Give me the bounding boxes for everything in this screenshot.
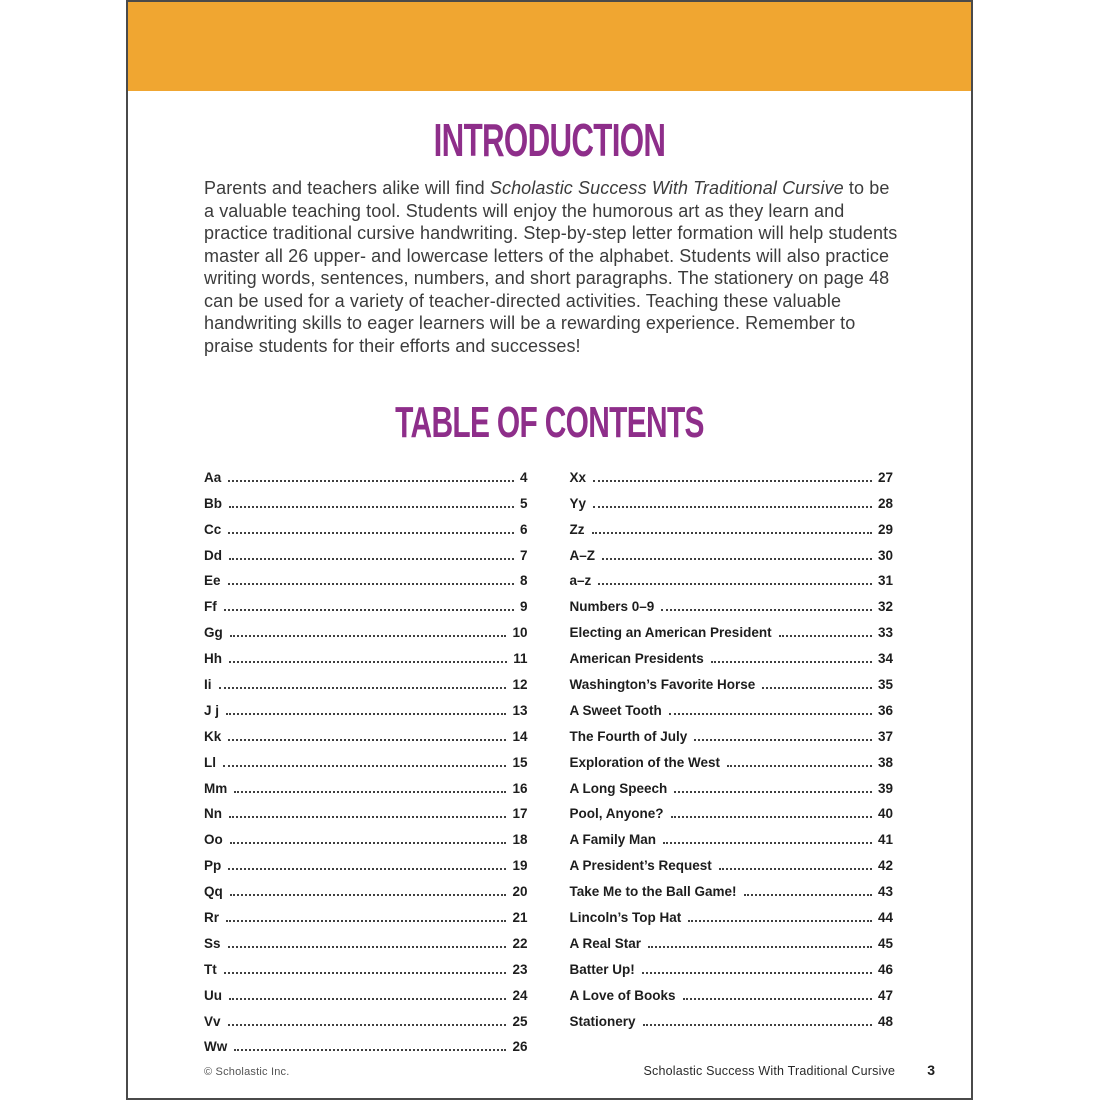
- toc-entry: [570, 873, 894, 899]
- toc-dot-leader: [694, 739, 872, 741]
- toc-dot-leader: [669, 713, 872, 715]
- toc-dot-leader: [688, 920, 872, 922]
- toc-entry: [570, 666, 894, 692]
- toc-entry-label: a–z: [569, 573, 592, 589]
- toc-entry: [204, 821, 528, 847]
- toc-entry-page: 13: [512, 702, 528, 718]
- toc-entry: [204, 692, 528, 718]
- toc-entry-page: 20: [512, 884, 528, 900]
- toc-dot-leader: [230, 894, 507, 896]
- toc-entry-page: 36: [877, 702, 893, 718]
- toc-entry-page: 25: [512, 1013, 528, 1029]
- toc-entry-page: 8: [519, 573, 528, 589]
- header-color-bar: [128, 2, 971, 91]
- toc-entry-page: 5: [519, 495, 528, 511]
- toc-entry: [204, 588, 528, 614]
- toc-entry-label: Ee: [204, 573, 221, 589]
- toc-entry-page: 27: [877, 469, 893, 485]
- toc-entry-label: Uu: [204, 987, 222, 1003]
- toc-entry-page: 15: [512, 754, 528, 770]
- toc-entry-page: 28: [877, 495, 893, 511]
- toc-entry-label: Pp: [204, 858, 222, 874]
- toc-dot-leader: [226, 920, 506, 922]
- footer-page-number: 3: [927, 1062, 935, 1078]
- toc-entry-label: Ll: [204, 754, 216, 770]
- toc-entry-page: 35: [877, 677, 893, 693]
- toc-entry-label: Oo: [204, 832, 223, 848]
- toc-entry: [204, 951, 528, 977]
- copyright-text: © Scholastic Inc.: [204, 1066, 290, 1078]
- toc-entry-label: Stationery: [569, 1013, 636, 1029]
- toc-entry-label: Nn: [204, 806, 222, 822]
- toc-dot-leader: [219, 687, 507, 689]
- toc-entry-page: 24: [512, 987, 528, 1003]
- toc-entry: [570, 977, 894, 1003]
- toc-dot-leader: [234, 1049, 506, 1051]
- toc-dot-leader: [229, 816, 506, 818]
- book-page: [126, 0, 973, 1100]
- toc-entry-page: 45: [877, 935, 893, 951]
- toc-entry-page: 7: [519, 547, 528, 563]
- toc-entry-label: Qq: [204, 884, 223, 900]
- toc-entry-label: Zz: [569, 521, 585, 537]
- toc-dot-leader: [663, 842, 872, 844]
- toc-entry-page: 11: [513, 651, 528, 667]
- toc-entry-label: J j: [204, 702, 220, 718]
- toc-entry-label: Exploration of the West: [569, 754, 721, 770]
- toc-entry: [570, 511, 894, 537]
- toc-entry: [204, 563, 528, 589]
- toc-entry: [570, 485, 894, 511]
- intro-text-after-italic: to be a valuable teaching tool. Students will enjoy the humorous art as they learn and practice traditional cursive handwriting. Step-by-step letter formation will help students master all 26 upper- and lowercase letters of the alphabet. Students will also practice writing words, sentences, numbers, and short paragraphs. The stationery on page 48 can be used for a variety of teacher-directed activities. Teaching these valuable handwriting skills to eager learners will be a rewarding experience. Remember to praise students for their efforts and successes!: [204, 178, 898, 356]
- toc-entry-page: 23: [512, 961, 528, 977]
- toc-entry-page: 14: [512, 728, 528, 744]
- toc-entry-label: Cc: [204, 521, 222, 537]
- toc-dot-leader: [671, 816, 872, 818]
- toc-entry-label: Tt: [204, 961, 217, 977]
- toc-entry-label: American Presidents: [569, 651, 704, 667]
- toc-entry: [204, 744, 528, 770]
- toc-entry-page: 33: [877, 625, 893, 641]
- toc-dot-leader: [230, 635, 507, 637]
- toc-entry: [204, 925, 528, 951]
- toc-dot-leader: [229, 558, 514, 560]
- toc-right-column: [570, 459, 894, 1054]
- toc-entry-label: A–Z: [569, 547, 596, 563]
- toc-entry: [570, 1003, 894, 1029]
- toc-dot-leader: [602, 558, 872, 560]
- toc-entry-page: 26: [512, 1039, 528, 1055]
- toc-entry-label: Numbers 0–9: [569, 599, 655, 615]
- intro-text-before-italic: Parents and teachers alike will find: [204, 178, 490, 198]
- toc-entry-label: Ii: [204, 677, 212, 693]
- toc-entry-page: 37: [877, 728, 893, 744]
- toc-entry-label: Aa: [204, 469, 222, 485]
- toc-dot-leader: [592, 532, 872, 534]
- toc-entry: [204, 718, 528, 744]
- toc-entry: [204, 796, 528, 822]
- toc-entry-page: 42: [877, 858, 893, 874]
- toc-entry-label: Yy: [569, 495, 587, 511]
- toc-dot-leader: [674, 791, 872, 793]
- toc-entry-page: 32: [877, 599, 893, 615]
- toc-entry: [570, 614, 894, 640]
- toc-entry-label: Gg: [204, 625, 223, 641]
- toc-dot-leader: [727, 765, 872, 767]
- toc-entry-label: Hh: [204, 651, 222, 667]
- toc-entry: [570, 899, 894, 925]
- toc-dot-leader: [719, 868, 872, 870]
- toc-dot-leader: [661, 609, 872, 611]
- toc-entry: [204, 873, 528, 899]
- toc-dot-leader: [648, 946, 872, 948]
- toc-entry: [204, 614, 528, 640]
- toc-entry: [570, 770, 894, 796]
- toc-entry-label: Batter Up!: [569, 961, 635, 977]
- toc-entry-page: 43: [877, 884, 893, 900]
- toc-dot-leader: [683, 998, 872, 1000]
- toc-entry-page: 21: [512, 910, 528, 926]
- toc-left-column: [204, 459, 528, 1054]
- toc-dot-leader: [642, 972, 872, 974]
- toc-entry: [570, 563, 894, 589]
- toc-entry-page: 39: [877, 780, 893, 796]
- toc-entry-page: 6: [519, 521, 528, 537]
- toc-dot-leader: [593, 506, 872, 508]
- toc-entry-label: Xx: [569, 469, 587, 485]
- toc-dot-leader: [229, 998, 506, 1000]
- toc-entry: [570, 640, 894, 666]
- toc-dot-leader: [228, 532, 514, 534]
- toc-entry-label: Pool, Anyone?: [569, 806, 664, 822]
- toc-entry-page: 46: [877, 961, 893, 977]
- toc-entry: [204, 485, 528, 511]
- toc-entry-page: 40: [877, 806, 893, 822]
- introduction-title: INTRODUCTION: [433, 114, 666, 166]
- toc-entry-page: 31: [877, 573, 893, 589]
- toc-entry-page: 10: [512, 625, 528, 641]
- toc-entry-label: Bb: [204, 495, 222, 511]
- toc-entry: [570, 459, 894, 485]
- toc-entry-page: 19: [512, 858, 528, 874]
- toc-dot-leader: [643, 1024, 872, 1026]
- toc-dot-leader: [593, 480, 872, 482]
- toc-entry-label: A Love of Books: [569, 987, 676, 1003]
- toc-entry-label: Kk: [204, 728, 222, 744]
- toc-entry-label: A Sweet Tooth: [569, 702, 662, 718]
- toc-entry-page: 30: [877, 547, 893, 563]
- toc-entry: [204, 899, 528, 925]
- toc-entry: [570, 925, 894, 951]
- toc-entry: [204, 847, 528, 873]
- toc-entry-page: 34: [877, 651, 893, 667]
- toc-entry-label: A President’s Request: [569, 858, 712, 874]
- toc-entry-label: Vv: [204, 1013, 221, 1029]
- toc-entry: [570, 796, 894, 822]
- toc-dot-leader: [228, 1024, 507, 1026]
- intro-book-title-italic: Scholastic Success With Traditional Cursive: [489, 178, 844, 198]
- toc-entry-page: 41: [877, 832, 893, 848]
- toc-dot-leader: [226, 713, 506, 715]
- toc-entry-page: 12: [512, 677, 528, 693]
- toc-dot-leader: [223, 765, 506, 767]
- toc-entry: [570, 951, 894, 977]
- toc-entry-label: Rr: [204, 910, 220, 926]
- toc-entry: [204, 666, 528, 692]
- toc-entry-label: Take Me to the Ball Game!: [569, 884, 737, 900]
- toc-entry-page: 48: [877, 1013, 893, 1029]
- toc-dot-leader: [229, 661, 507, 663]
- toc-entry: [570, 847, 894, 873]
- toc-entry: [204, 977, 528, 1003]
- toc-entry-page: 38: [877, 754, 893, 770]
- toc-dot-leader: [762, 687, 872, 689]
- toc-entry: [570, 744, 894, 770]
- toc-dot-leader: [230, 842, 507, 844]
- toc-entry: [570, 692, 894, 718]
- toc-entry-label: Washington’s Favorite Horse: [569, 677, 756, 693]
- toc-title: TABLE OF CONTENTS: [395, 398, 704, 447]
- toc-entry-label: Ss: [204, 935, 221, 951]
- toc-dot-leader: [711, 661, 872, 663]
- toc-entry-label: Ww: [204, 1039, 228, 1055]
- toc-dot-leader: [744, 894, 872, 896]
- toc-entry: [204, 511, 528, 537]
- toc-dot-leader: [234, 791, 506, 793]
- toc-entry-page: 4: [519, 469, 528, 485]
- toc-entry-label: Lincoln’s Top Hat: [569, 910, 682, 926]
- toc-entry: [204, 770, 528, 796]
- toc-entry-page: 17: [512, 806, 528, 822]
- toc-entry-label: A Long Speech: [569, 780, 668, 796]
- toc-dot-leader: [598, 583, 872, 585]
- toc-entry-page: 16: [512, 780, 528, 796]
- toc-entry-label: Ff: [204, 599, 217, 615]
- toc-entry-label: A Family Man: [569, 832, 657, 848]
- toc-entry: [570, 588, 894, 614]
- toc-entry: [570, 718, 894, 744]
- toc-entry: [570, 821, 894, 847]
- page-footer: [204, 1062, 935, 1078]
- toc-entry-page: 47: [877, 987, 893, 1003]
- toc-entry-label: A Real Star: [569, 935, 642, 951]
- footer-book-title: Scholastic Success With Traditional Cursive: [643, 1064, 896, 1078]
- toc-dot-leader: [224, 609, 514, 611]
- toc-dot-leader: [228, 480, 514, 482]
- toc-dot-leader: [228, 739, 506, 741]
- toc-dot-leader: [224, 972, 507, 974]
- toc-entry-label: Dd: [204, 547, 222, 563]
- introduction-paragraph: [204, 177, 899, 357]
- toc-entry-label: The Fourth of July: [569, 728, 688, 744]
- toc-entry: [204, 640, 528, 666]
- toc-entry: [204, 1029, 528, 1055]
- toc-entry-page: 44: [877, 910, 893, 926]
- toc-dot-leader: [228, 583, 514, 585]
- toc-dot-leader: [228, 868, 506, 870]
- toc-entry-label: Mm: [204, 780, 228, 796]
- toc-dot-leader: [229, 506, 514, 508]
- toc-entry-page: 9: [519, 599, 528, 615]
- toc-entry-page: 18: [512, 832, 528, 848]
- toc-columns: [204, 459, 893, 1054]
- toc-entry-page: 22: [512, 935, 528, 951]
- toc-dot-leader: [228, 946, 507, 948]
- toc-entry: [570, 537, 894, 563]
- toc-dot-leader: [779, 635, 872, 637]
- toc-entry: [204, 1003, 528, 1029]
- toc-entry: [204, 537, 528, 563]
- footer-right-group: [643, 1062, 935, 1078]
- toc-entry-page: 29: [877, 521, 893, 537]
- toc-entry-label: Electing an American President: [569, 625, 772, 641]
- toc-entry: [204, 459, 528, 485]
